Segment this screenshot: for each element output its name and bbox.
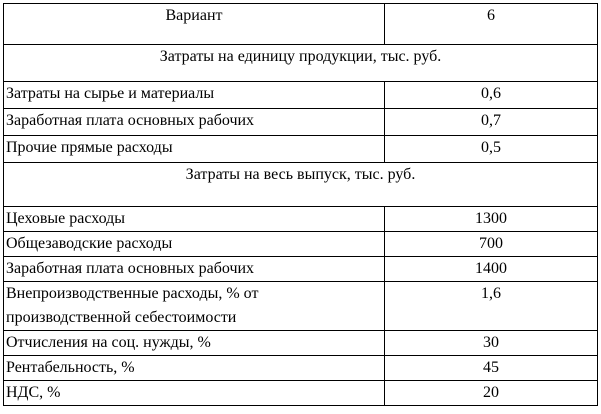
section-header-total-costs — [4, 163, 598, 207]
cost-table — [3, 3, 598, 406]
table-row — [4, 356, 598, 381]
row-value-social-contributions: 30 — [385, 331, 598, 356]
row-label-other-direct: Прочие прямые расходы — [4, 136, 385, 163]
row-value-non-production: 1,6 — [385, 282, 598, 331]
table-row-variant — [4, 4, 598, 45]
table-row — [4, 109, 598, 136]
table-row — [4, 207, 598, 232]
row-value-wages-unit: 0,7 — [385, 109, 598, 136]
row-label-non-production-line2: производственной себестоимости — [6, 309, 237, 326]
row-label-non-production-line1: Внепроизводственные расходы, % от — [6, 285, 259, 302]
row-label-wages-total: Заработная плата основных рабочих — [4, 257, 385, 282]
row-label-wages-unit: Заработная плата основных рабочих — [4, 109, 385, 136]
table-row — [4, 82, 598, 109]
row-label-social-contributions: Отчисления на соц. нужды, % — [4, 331, 385, 356]
row-label-plant-expenses: Общезаводские расходы — [4, 232, 385, 257]
row-value-profitability: 45 — [385, 356, 598, 381]
table-row — [4, 282, 598, 331]
row-value-plant-expenses: 700 — [385, 232, 598, 257]
table-row — [4, 331, 598, 356]
variant-value: 6 — [385, 4, 598, 45]
variant-label: Вариант — [4, 4, 385, 45]
row-value-vat: 20 — [385, 381, 598, 406]
table-row — [4, 232, 598, 257]
row-value-other-direct: 0,5 — [385, 136, 598, 163]
table-row — [4, 381, 598, 406]
row-value-raw-materials: 0,6 — [385, 82, 598, 109]
row-label-non-production — [4, 282, 385, 331]
section-title-total-costs: Затраты на весь выпуск, тыс. руб. — [4, 163, 598, 207]
section-header-unit-costs — [4, 45, 598, 82]
row-label-raw-materials: Затраты на сырье и материалы — [4, 82, 385, 109]
row-label-profitability: Рентабельность, % — [4, 356, 385, 381]
row-value-shop-expenses: 1300 — [385, 207, 598, 232]
table-row — [4, 136, 598, 163]
row-value-wages-total: 1400 — [385, 257, 598, 282]
section-title-unit-costs: Затраты на единицу продукции, тыс. руб. — [4, 45, 598, 82]
table-row — [4, 257, 598, 282]
row-label-shop-expenses: Цеховые расходы — [4, 207, 385, 232]
row-label-vat: НДС, % — [4, 381, 385, 406]
